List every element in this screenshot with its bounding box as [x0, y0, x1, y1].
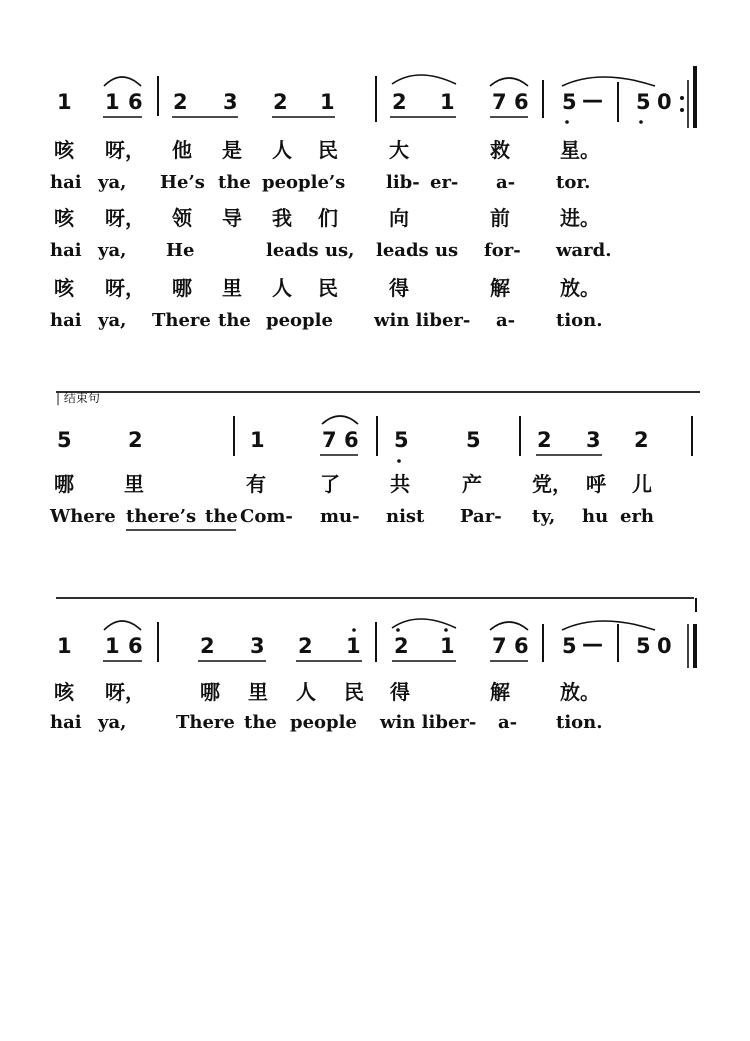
lyric-en: ya, — [98, 712, 127, 733]
lyric-zh: 大 — [389, 138, 409, 162]
lyric-zh: 进。 — [560, 206, 600, 230]
lyric-zh: 是 — [222, 138, 242, 162]
octave-dot-high — [444, 628, 448, 632]
lyric-zh: 解 — [490, 276, 510, 300]
lyric-zh: 呀， — [105, 276, 145, 300]
note: 1 — [250, 428, 265, 452]
lyric-zh: 人 — [272, 138, 292, 162]
lyric-en: win liber- — [380, 712, 477, 733]
lyric-zh: 领 — [172, 206, 192, 230]
section-mark: | 结束句 — [56, 391, 100, 405]
lyric-en: Par- — [460, 506, 502, 527]
lyric-zh: 我 — [272, 206, 292, 230]
lyric-zh: 放。 — [560, 680, 600, 704]
lyric-en: a- — [496, 310, 516, 331]
lyric-zh: 哪 — [200, 680, 220, 704]
lyric-zh: 救 — [490, 138, 510, 162]
note: 2 — [537, 428, 552, 452]
slur — [490, 78, 528, 86]
lyric-zh: 咳 — [54, 138, 74, 162]
note: 1 — [440, 90, 455, 114]
lyric-zh: 有 — [246, 472, 266, 496]
note: 7 — [492, 90, 507, 114]
lyric-en: leads us — [376, 240, 459, 261]
lyric-zh: 他 — [172, 138, 192, 162]
lyric-zh: 前 — [490, 206, 510, 230]
lyric-en: there’s — [126, 506, 197, 527]
octave-dot-low — [397, 459, 401, 463]
lyric-en: the — [218, 310, 251, 331]
octave-dot-high — [352, 628, 356, 632]
lyric-zh: 里 — [124, 472, 144, 496]
lyric-en: ya, — [98, 172, 127, 193]
lyric-en: a- — [498, 712, 518, 733]
lyric-en: the — [218, 172, 251, 193]
lyric-zh: 咳 — [54, 680, 74, 704]
note: 1 — [57, 634, 72, 658]
slur — [490, 622, 528, 630]
note: 3 — [250, 634, 265, 658]
slur — [562, 621, 655, 630]
lyric-en: tion. — [556, 712, 603, 733]
note: 1 — [320, 90, 335, 114]
note: 2 — [273, 90, 288, 114]
note: 5 — [562, 634, 577, 658]
lyric-en: ya, — [98, 310, 127, 331]
lyric-en: people — [266, 310, 333, 331]
lyric-en: er- — [430, 172, 459, 193]
note: 2 — [173, 90, 188, 114]
lyric-en: tion. — [556, 310, 603, 331]
lyric-en: the — [205, 506, 238, 527]
repeat-dot — [680, 96, 684, 100]
lyric-en: ya, — [98, 240, 127, 261]
lyric-zh: 呀， — [105, 206, 145, 230]
dash: — — [582, 632, 603, 656]
lyric-zh: 里 — [222, 276, 242, 300]
lyric-zh: 得 — [390, 680, 410, 704]
note: 2 — [298, 634, 313, 658]
note: 1 — [346, 634, 361, 658]
note: 0 — [657, 634, 672, 658]
lyric-en: tor. — [556, 172, 591, 193]
note: 6 — [514, 634, 529, 658]
note: 5 — [636, 90, 651, 114]
lyric-en: hu — [582, 506, 609, 527]
lyric-en: hai — [50, 310, 82, 331]
octave-dot-high — [396, 628, 400, 632]
lyric-en: win liber- — [374, 310, 471, 331]
note: 6 — [344, 428, 359, 452]
lyric-zh: 咳 — [54, 276, 74, 300]
note: 5 — [636, 634, 651, 658]
note: 5 — [57, 428, 72, 452]
lyric-en: hai — [50, 240, 82, 261]
lyric-en: people — [290, 712, 357, 733]
slur — [322, 416, 358, 424]
lyric-zh: 呼 — [586, 472, 606, 496]
lyric-zh: 们 — [318, 206, 338, 230]
note: 2 — [128, 428, 143, 452]
lyric-zh: 民 — [344, 680, 364, 704]
lyric-zh: 得 — [389, 276, 409, 300]
lyric-zh: 导 — [222, 206, 242, 230]
lyric-zh: 里 — [248, 680, 268, 704]
note: 1 — [440, 634, 455, 658]
slur — [392, 75, 456, 84]
lyric-en: ty, — [532, 506, 556, 527]
note: 6 — [128, 634, 143, 658]
lyric-zh: 民 — [318, 276, 338, 300]
lyric-zh: 了 — [320, 472, 340, 496]
octave-dot-low — [639, 120, 643, 124]
slur — [562, 77, 655, 86]
lyric-en: There — [176, 712, 235, 733]
lyric-en: He — [166, 240, 195, 261]
note: 7 — [322, 428, 337, 452]
lyric-en: He’s — [160, 172, 205, 193]
lyric-zh: 共 — [390, 472, 410, 496]
note: 1 — [105, 634, 120, 658]
slur — [392, 619, 456, 628]
note: 3 — [223, 90, 238, 114]
lyric-en: nist — [386, 506, 425, 527]
lyric-zh: 人 — [272, 276, 292, 300]
lyric-zh: 向 — [389, 206, 409, 230]
note: 7 — [492, 634, 507, 658]
note: 6 — [514, 90, 529, 114]
lyric-en: the — [244, 712, 277, 733]
note: 6 — [128, 90, 143, 114]
lyric-zh: 星。 — [560, 138, 600, 162]
lyric-zh: 民 — [318, 138, 338, 162]
lyric-en: erh — [620, 506, 655, 527]
lyric-en: Com- — [240, 506, 293, 527]
lyric-zh: 呀， — [105, 680, 145, 704]
note: 5 — [562, 90, 577, 114]
lyric-zh: 咳 — [54, 206, 74, 230]
note: 3 — [586, 428, 601, 452]
lyric-en: people’s — [262, 172, 346, 193]
note: 2 — [392, 90, 407, 114]
note: 1 — [57, 90, 72, 114]
lyric-zh: 解 — [490, 680, 510, 704]
slur — [104, 77, 141, 86]
lyric-zh: 呀， — [105, 138, 145, 162]
lyric-zh: 党， — [532, 472, 572, 496]
lyric-zh: 哪 — [54, 472, 74, 496]
note: 5 — [394, 428, 409, 452]
lyric-en: leads us, — [266, 240, 355, 261]
note: 2 — [200, 634, 215, 658]
lyric-en: lib- — [386, 172, 420, 193]
lyric-zh: 产 — [462, 472, 482, 496]
repeat-dot — [680, 108, 684, 112]
lyric-en: There — [152, 310, 211, 331]
lyric-zh: 人 — [296, 680, 316, 704]
lyric-en: ward. — [556, 240, 612, 261]
lyric-en: for- — [484, 240, 521, 261]
note: 1 — [105, 90, 120, 114]
lyric-en: hai — [50, 172, 82, 193]
lyric-zh: 儿 — [632, 472, 652, 496]
lyric-zh: 哪 — [172, 276, 192, 300]
slur — [104, 621, 141, 630]
note: 2 — [394, 634, 409, 658]
note: 5 — [466, 428, 481, 452]
lyric-en: Where — [50, 506, 116, 527]
lyric-en: hai — [50, 712, 82, 733]
lyric-en: mu- — [320, 506, 360, 527]
lyric-en: a- — [496, 172, 516, 193]
note: 0 — [657, 90, 672, 114]
note: 2 — [634, 428, 649, 452]
dash: — — [582, 88, 603, 112]
lyric-zh: 放。 — [560, 276, 600, 300]
octave-dot-low — [565, 120, 569, 124]
